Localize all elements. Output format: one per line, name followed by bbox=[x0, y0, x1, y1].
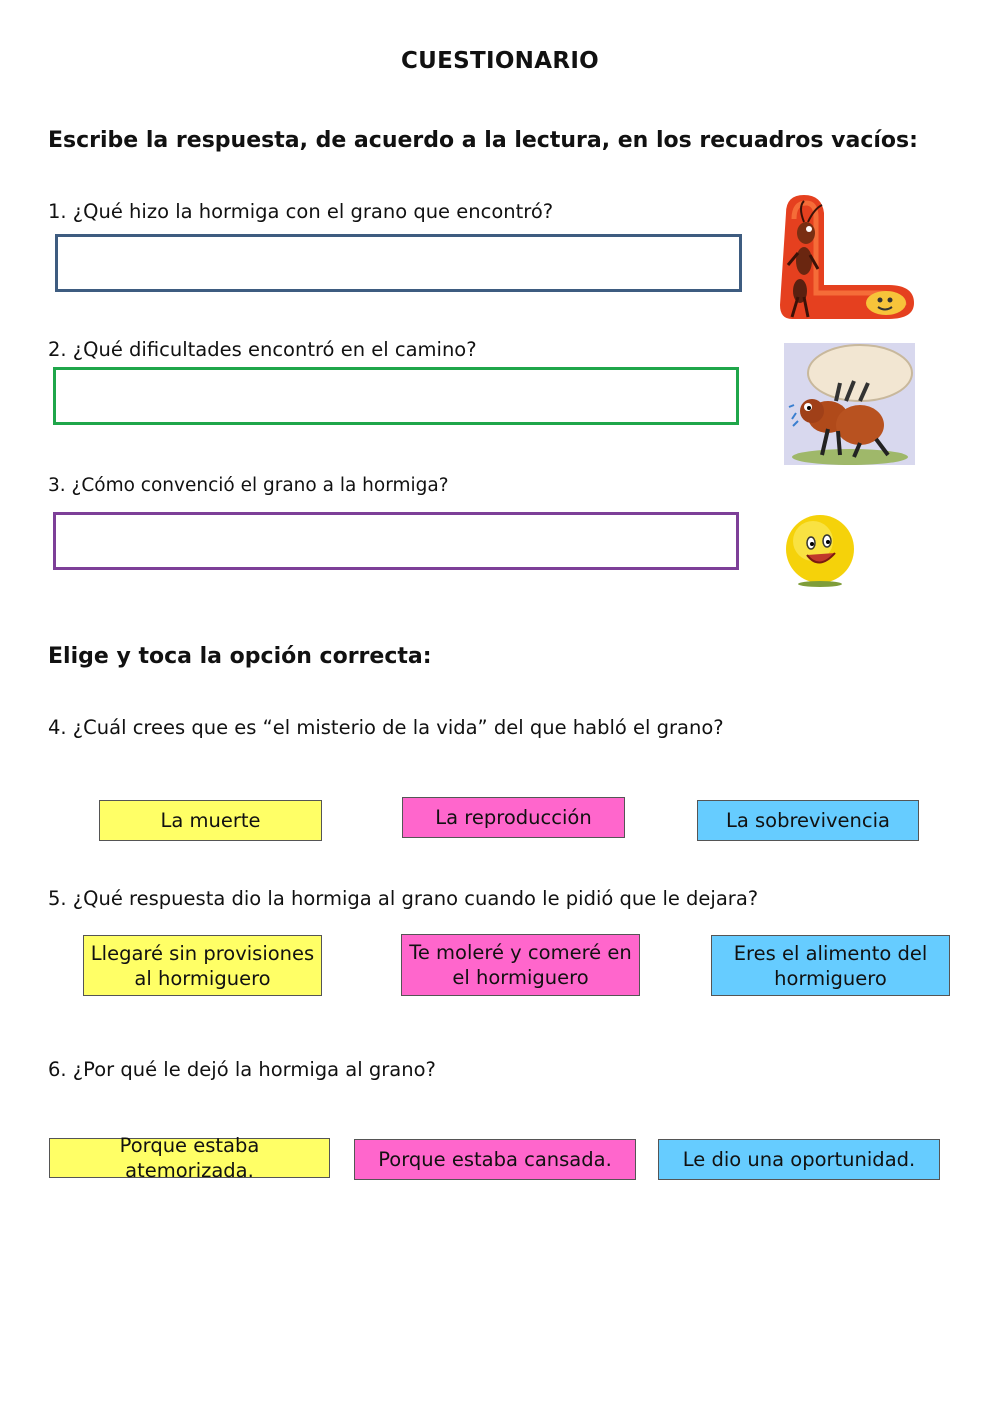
answer-input-2[interactable] bbox=[53, 367, 739, 425]
option-6b[interactable]: Porque estaba cansada. bbox=[354, 1139, 636, 1180]
question-3: 3. ¿Cómo convenció el grano a la hormiga? bbox=[48, 475, 449, 496]
smiling-grain-icon bbox=[783, 513, 857, 587]
section1-instruction: Escribe la respuesta, de acuerdo a la lectura, en los recuadros vacíos: bbox=[48, 128, 918, 153]
option-4b[interactable]: La reproducción bbox=[402, 797, 625, 838]
option-5b[interactable]: Te moleré y comeré en el hormiguero bbox=[401, 934, 640, 996]
question-6: 6. ¿Por qué le dejó la hormiga al grano? bbox=[48, 1058, 436, 1081]
page-title: CUESTIONARIO bbox=[400, 48, 600, 74]
option-4a[interactable]: La muerte bbox=[99, 800, 322, 841]
question-1: 1. ¿Qué hizo la hormiga con el grano que encontró? bbox=[48, 200, 554, 223]
ant-carrying-grain-icon bbox=[784, 343, 915, 465]
answer-input-1[interactable] bbox=[55, 234, 742, 292]
option-6c[interactable]: Le dio una oportunidad. bbox=[658, 1139, 940, 1180]
ant-letter-l-icon bbox=[778, 193, 918, 321]
option-5c[interactable]: Eres el alimento del hormiguero bbox=[711, 935, 950, 996]
option-4c[interactable]: La sobrevivencia bbox=[697, 800, 919, 841]
question-2: 2. ¿Qué dificultades encontró en el camino? bbox=[48, 338, 477, 361]
question-4: 4. ¿Cuál crees que es “el misterio de la vida” del que habló el grano? bbox=[48, 716, 724, 739]
question-5: 5. ¿Qué respuesta dio la hormiga al grano cuando le pidió que le dejara? bbox=[48, 887, 759, 910]
option-5a[interactable]: Llegaré sin provisiones al hormiguero bbox=[83, 935, 322, 996]
section2-instruction: Elige y toca la opción correcta: bbox=[48, 644, 432, 669]
answer-input-3[interactable] bbox=[53, 512, 739, 570]
option-6a[interactable]: Porque estaba atemorizada. bbox=[49, 1138, 330, 1178]
